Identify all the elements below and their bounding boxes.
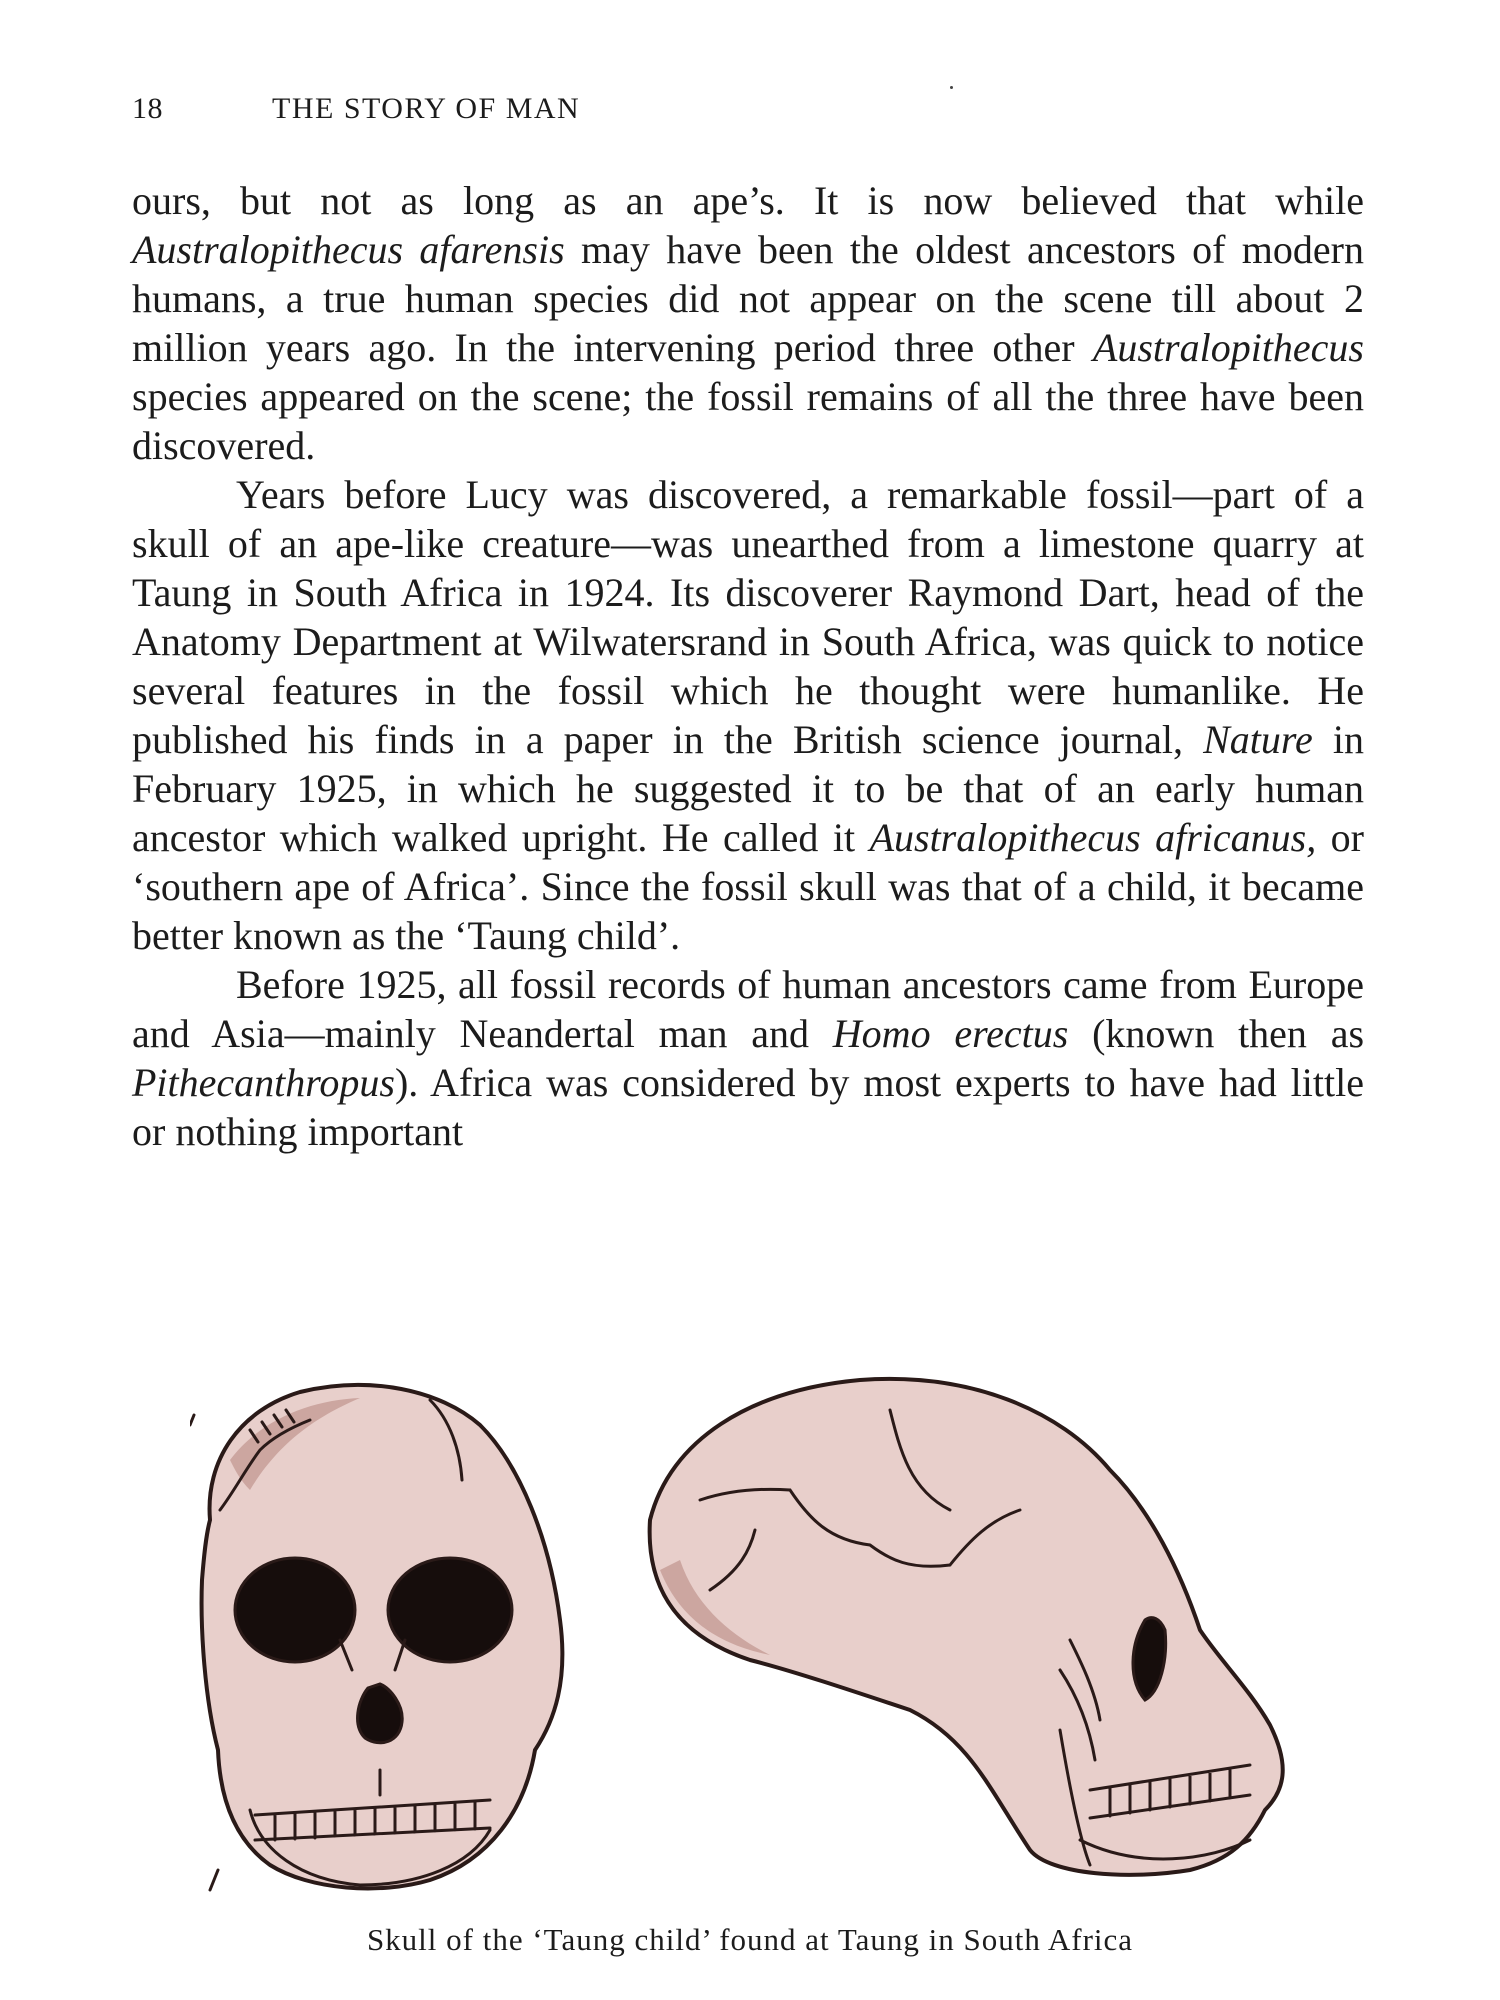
page-number: 18 <box>132 92 163 125</box>
text-run: may have been the oldest ancestors of modern humans, a true human species did not appear on the scene till about 2 million years ago. In the intervening period three other <box>132 227 1364 370</box>
text-run: (known then as <box>1068 1011 1365 1056</box>
text-run: species appeared on the scene; the fossil remains of all the three have been discovered. <box>132 374 1364 468</box>
skull-illustration <box>190 1370 1340 1900</box>
italic-text: Australopithecus afarensis <box>132 227 565 272</box>
italic-text: Pithecanthropus <box>132 1060 395 1105</box>
italic-text: Australopithecus <box>1092 325 1364 370</box>
text-run: Before 1925, all fossil records of human ancestors came from Europe and Asia—mainly Neandertal man and <box>132 962 1364 1056</box>
italic-text: Homo erectus <box>832 1011 1069 1056</box>
skull-side-cranium <box>650 1379 1283 1875</box>
page-header <box>132 92 580 126</box>
text-run: Years before Lucy was discovered, a remarkable fossil—part of a skull of an ape-like creature—was unearthed from a limestone quarry at Taung in South Africa in 1924. Its discoverer Raymond Dart, head of the Anatomy Department at Wilwatersrand in South Africa, was quick to notice several features in the fossil which he thought were humanlike. He published his finds in a paper in the British science journal, <box>132 472 1364 762</box>
skull-front-right-orbit <box>388 1558 512 1662</box>
text-run: or ‘southern ape of Africa’. Since the fossil skull was that of a child, it became better known as the ‘Taung child’. <box>132 815 1364 958</box>
italic-text: Nature <box>1203 717 1313 762</box>
paragraph <box>132 960 1364 1156</box>
paragraph <box>132 176 1364 470</box>
skull-front-left-orbit <box>235 1558 355 1662</box>
paragraph <box>132 470 1364 960</box>
skull-front-view <box>202 1385 563 1888</box>
text-run: ). Africa was considered by most experts to have had little or nothing important <box>132 1060 1364 1154</box>
print-speck <box>950 86 953 89</box>
running-title: THE STORY OF MAN <box>272 92 581 125</box>
skull-drawing <box>190 1370 1340 1900</box>
italic-text: Australopithecus africanus, <box>869 815 1317 860</box>
skull-side-view <box>650 1379 1283 1875</box>
figure-caption: Skull of the ‘Taung child’ found at Taung in South Africa <box>366 1922 1134 1957</box>
text-run: ours, but not as long as an ape’s. It is now believed that while <box>132 178 1364 223</box>
text-run: in February 1925, in which he suggested it to be that of an early human ancestor which walked upright. He called it <box>132 717 1364 860</box>
body-text <box>132 176 1364 1156</box>
